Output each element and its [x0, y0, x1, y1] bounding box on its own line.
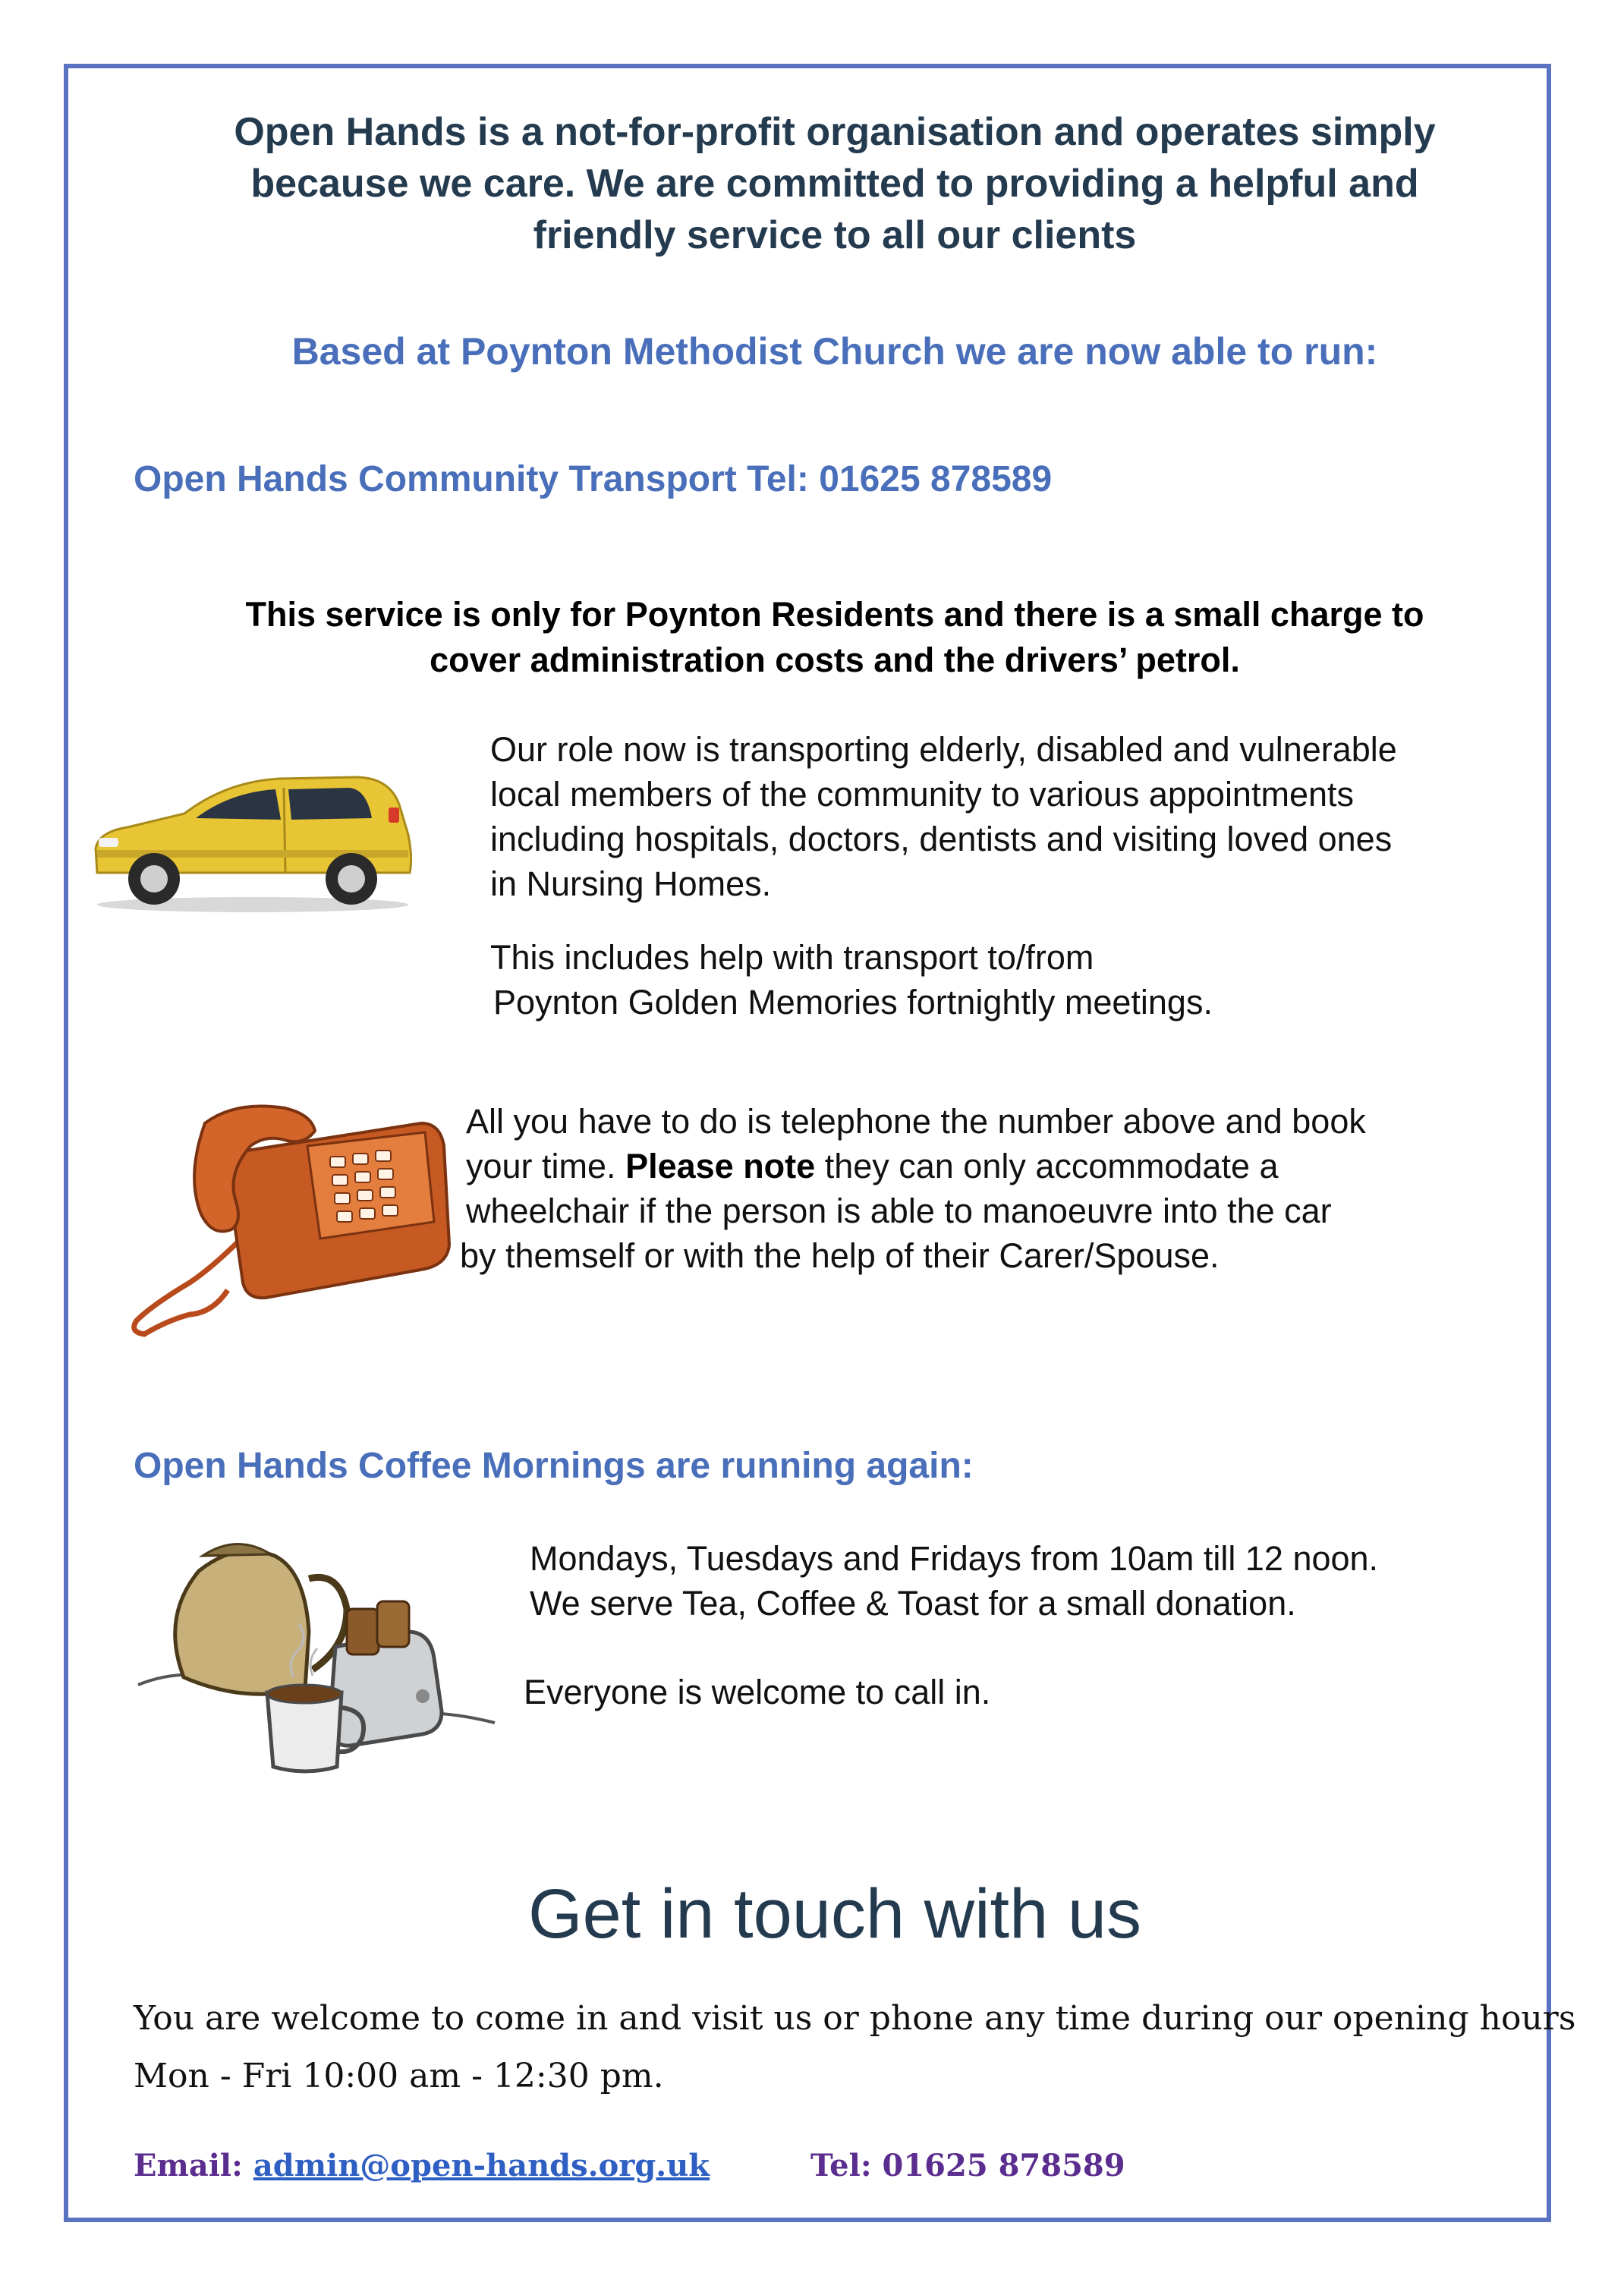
tel-row: [810, 2148, 1125, 2183]
visit-line-2: Mon - Fri 10:00 am - 12:30 pm.: [134, 2057, 664, 2095]
intro-line-2: because we care. We are committed to providing a helpful and: [250, 162, 1419, 206]
tel-number: 01625 878589: [882, 2148, 1125, 2183]
service-note-line-1: This service is only for Poynton Residents and there is a small charge to: [245, 595, 1424, 634]
intro-paragraph: [114, 106, 1556, 261]
role-line-4: in Nursing Homes.: [490, 864, 772, 903]
please-note-emphasis: Please note: [625, 1147, 816, 1185]
role-line-2: local members of the community to various appointments: [490, 775, 1355, 814]
coffee-line-1: Mondays, Tuesdays and Fridays from 10am till 12 noon.: [530, 1539, 1379, 1578]
intro-line-3: friendly service to all our clients: [533, 213, 1137, 257]
role-line-1: Our role now is transporting elderly, disabled and vulnerable: [490, 730, 1397, 769]
visit-paragraph: [134, 1990, 1575, 2105]
service-note: [114, 592, 1556, 683]
visit-line-1: You are welcome to come in and visit us or phone any time during our opening hours: [134, 1999, 1576, 2038]
tel-label: Tel:: [810, 2148, 883, 2183]
email-row: [134, 2148, 710, 2183]
coffee-heading: Open Hands Coffee Mornings are running again:: [134, 1446, 974, 1486]
booking-line-2-b: they can only accommodate a: [815, 1147, 1279, 1185]
includes-line-1: This includes help with transport to/from: [490, 938, 1094, 977]
booking-line-1: All you have to do is telephone the number above and book: [466, 1102, 1366, 1141]
booking-paragraph: [460, 1099, 1366, 1278]
kettle-toaster-icon: [131, 1525, 510, 1776]
coffee-line-2: We serve Tea, Coffee & Toast for a small donation.: [530, 1584, 1296, 1623]
includes-paragraph: [490, 935, 1213, 1025]
role-paragraph: [490, 727, 1397, 906]
role-line-3: including hospitals, doctors, dentists and visiting loved ones: [490, 820, 1393, 858]
car-icon: [82, 759, 423, 918]
email-label: Email:: [134, 2148, 253, 2183]
coffee-paragraph: [530, 1536, 1378, 1626]
booking-line-4: by themself or with the help of their Carer/Spouse.: [460, 1236, 1220, 1275]
service-note-line-2: cover administration costs and the drivers’ petrol.: [430, 641, 1240, 679]
based-heading: Based at Poynton Methodist Church we are now able to run:: [291, 330, 1378, 373]
email-link[interactable]: admin@open-hands.org.uk: [253, 2148, 710, 2183]
booking-line-3: wheelchair if the person is able to manoeuvre into the car: [466, 1192, 1332, 1230]
transport-heading: Open Hands Community Transport Tel: 01625 878589: [134, 459, 1053, 499]
booking-line-2: [466, 1144, 1366, 1188]
telephone-icon: [121, 1093, 455, 1343]
intro-line-1: Open Hands is a not-for-profit organisation and operates simply: [234, 110, 1436, 154]
includes-line-2: Poynton Golden Memories fortnightly meetings.: [493, 983, 1213, 1022]
get-in-touch-heading: Get in touch with us: [528, 1875, 1141, 1953]
coffee-welcome: Everyone is welcome to call in.: [524, 1673, 991, 1711]
booking-line-2-a: your time.: [466, 1147, 626, 1185]
